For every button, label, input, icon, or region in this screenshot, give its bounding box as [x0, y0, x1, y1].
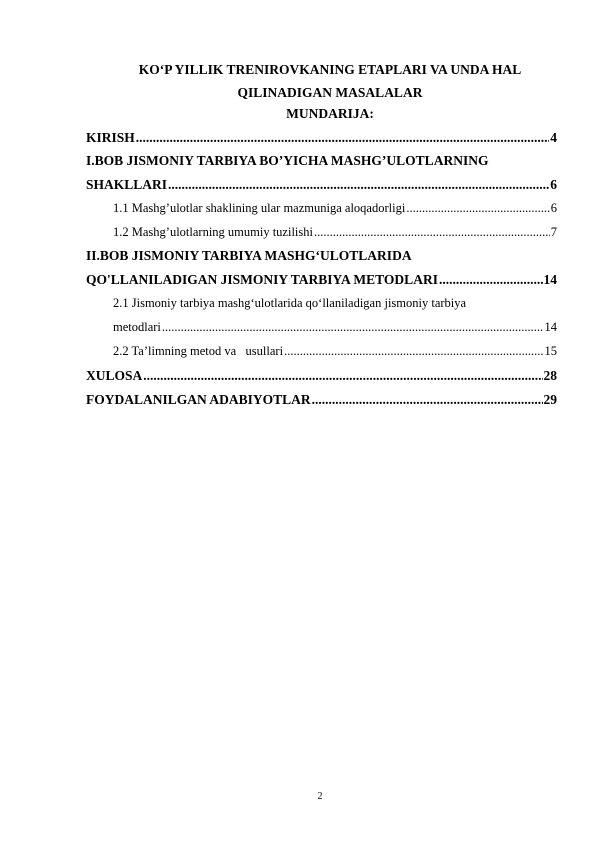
toc-entry-label: metodlari: [113, 320, 161, 334]
toc-leader-dots: [314, 225, 550, 240]
toc-entry-label: KIRISH: [86, 130, 135, 145]
toc-entry-page: 14: [543, 272, 557, 287]
toc-entry-section-2-1[interactable]: [113, 320, 557, 335]
toc-leader-dots: [284, 344, 543, 359]
toc-leader-dots: [143, 368, 542, 384]
toc-entry-page: 6: [550, 177, 557, 192]
toc-entry-section-2-1-line-1[interactable]: 2.1 Jismoniy tarbiya mashg‘ulotlarida qo‘llaniladigan jismoniy tarbiya: [113, 296, 467, 310]
toc-entry-label: 2.2 Ta’limning metod va usullari: [113, 344, 284, 358]
toc-entry-references[interactable]: [86, 392, 557, 408]
toc-entry-label: XULOSA: [86, 368, 143, 383]
toc-entry-page: 6: [550, 201, 557, 215]
toc-entry-chapter-2[interactable]: [86, 272, 557, 288]
toc-entry-section-1-1[interactable]: [113, 201, 557, 216]
toc-entry-page: 7: [550, 225, 557, 239]
toc-entry-label: 1.2 Mashg’ulotlarning umumiy tuzilishi: [113, 225, 313, 239]
toc-entry-label: 1.1 Mashg’ulotlar shaklining ular mazmuniga aloqadorligi: [113, 201, 406, 215]
toc-entry-section-1-2[interactable]: [113, 225, 557, 240]
toc-entry-section-2-2[interactable]: [113, 344, 557, 359]
toc-leader-dots: [312, 392, 543, 408]
toc-entry-page: 4: [550, 130, 557, 145]
toc-leader-dots: [168, 177, 549, 193]
toc-entry-chapter-1[interactable]: [86, 177, 557, 193]
toc-leader-dots: [406, 201, 549, 216]
contents-heading: MUNDARIJA:: [286, 106, 374, 121]
toc-entry-page: 29: [543, 392, 557, 407]
toc-entry-page: 14: [544, 320, 557, 334]
toc-entry-page: 28: [543, 368, 557, 383]
toc-leader-dots: [136, 130, 549, 146]
toc-entry-page: 15: [544, 344, 557, 358]
toc-leader-dots: [439, 272, 543, 288]
document-title-line-2: QILINADIGAN MASALALAR: [237, 85, 423, 100]
toc-entry-label: FOYDALANILGAN ADABIYOTLAR: [86, 392, 311, 407]
toc-entry-label: QO'LLANILADIGAN JISMONIY TARBIYA METODLARI: [86, 272, 438, 287]
document-title-line-1: KO‘P YILLIK TRENIROVKANING ETAPLARI VA UNDA HAL: [138, 62, 522, 77]
page-number: 2: [317, 791, 323, 802]
toc-entry-kirish[interactable]: [86, 130, 557, 146]
toc-entry-label: SHAKLLARI: [86, 177, 168, 192]
toc-entry-chapter-2-line-1[interactable]: II.BOB JISMONIY TARBIYA MASHG‘ULOTLARIDA: [86, 248, 412, 263]
toc-entry-chapter-1-line-1[interactable]: I.BOB JISMONIY TARBIYA BO’YICHA MASHG’ULOTLARNING: [86, 153, 489, 168]
toc-leader-dots: [162, 320, 544, 335]
toc-entry-xulosa[interactable]: [86, 368, 557, 384]
